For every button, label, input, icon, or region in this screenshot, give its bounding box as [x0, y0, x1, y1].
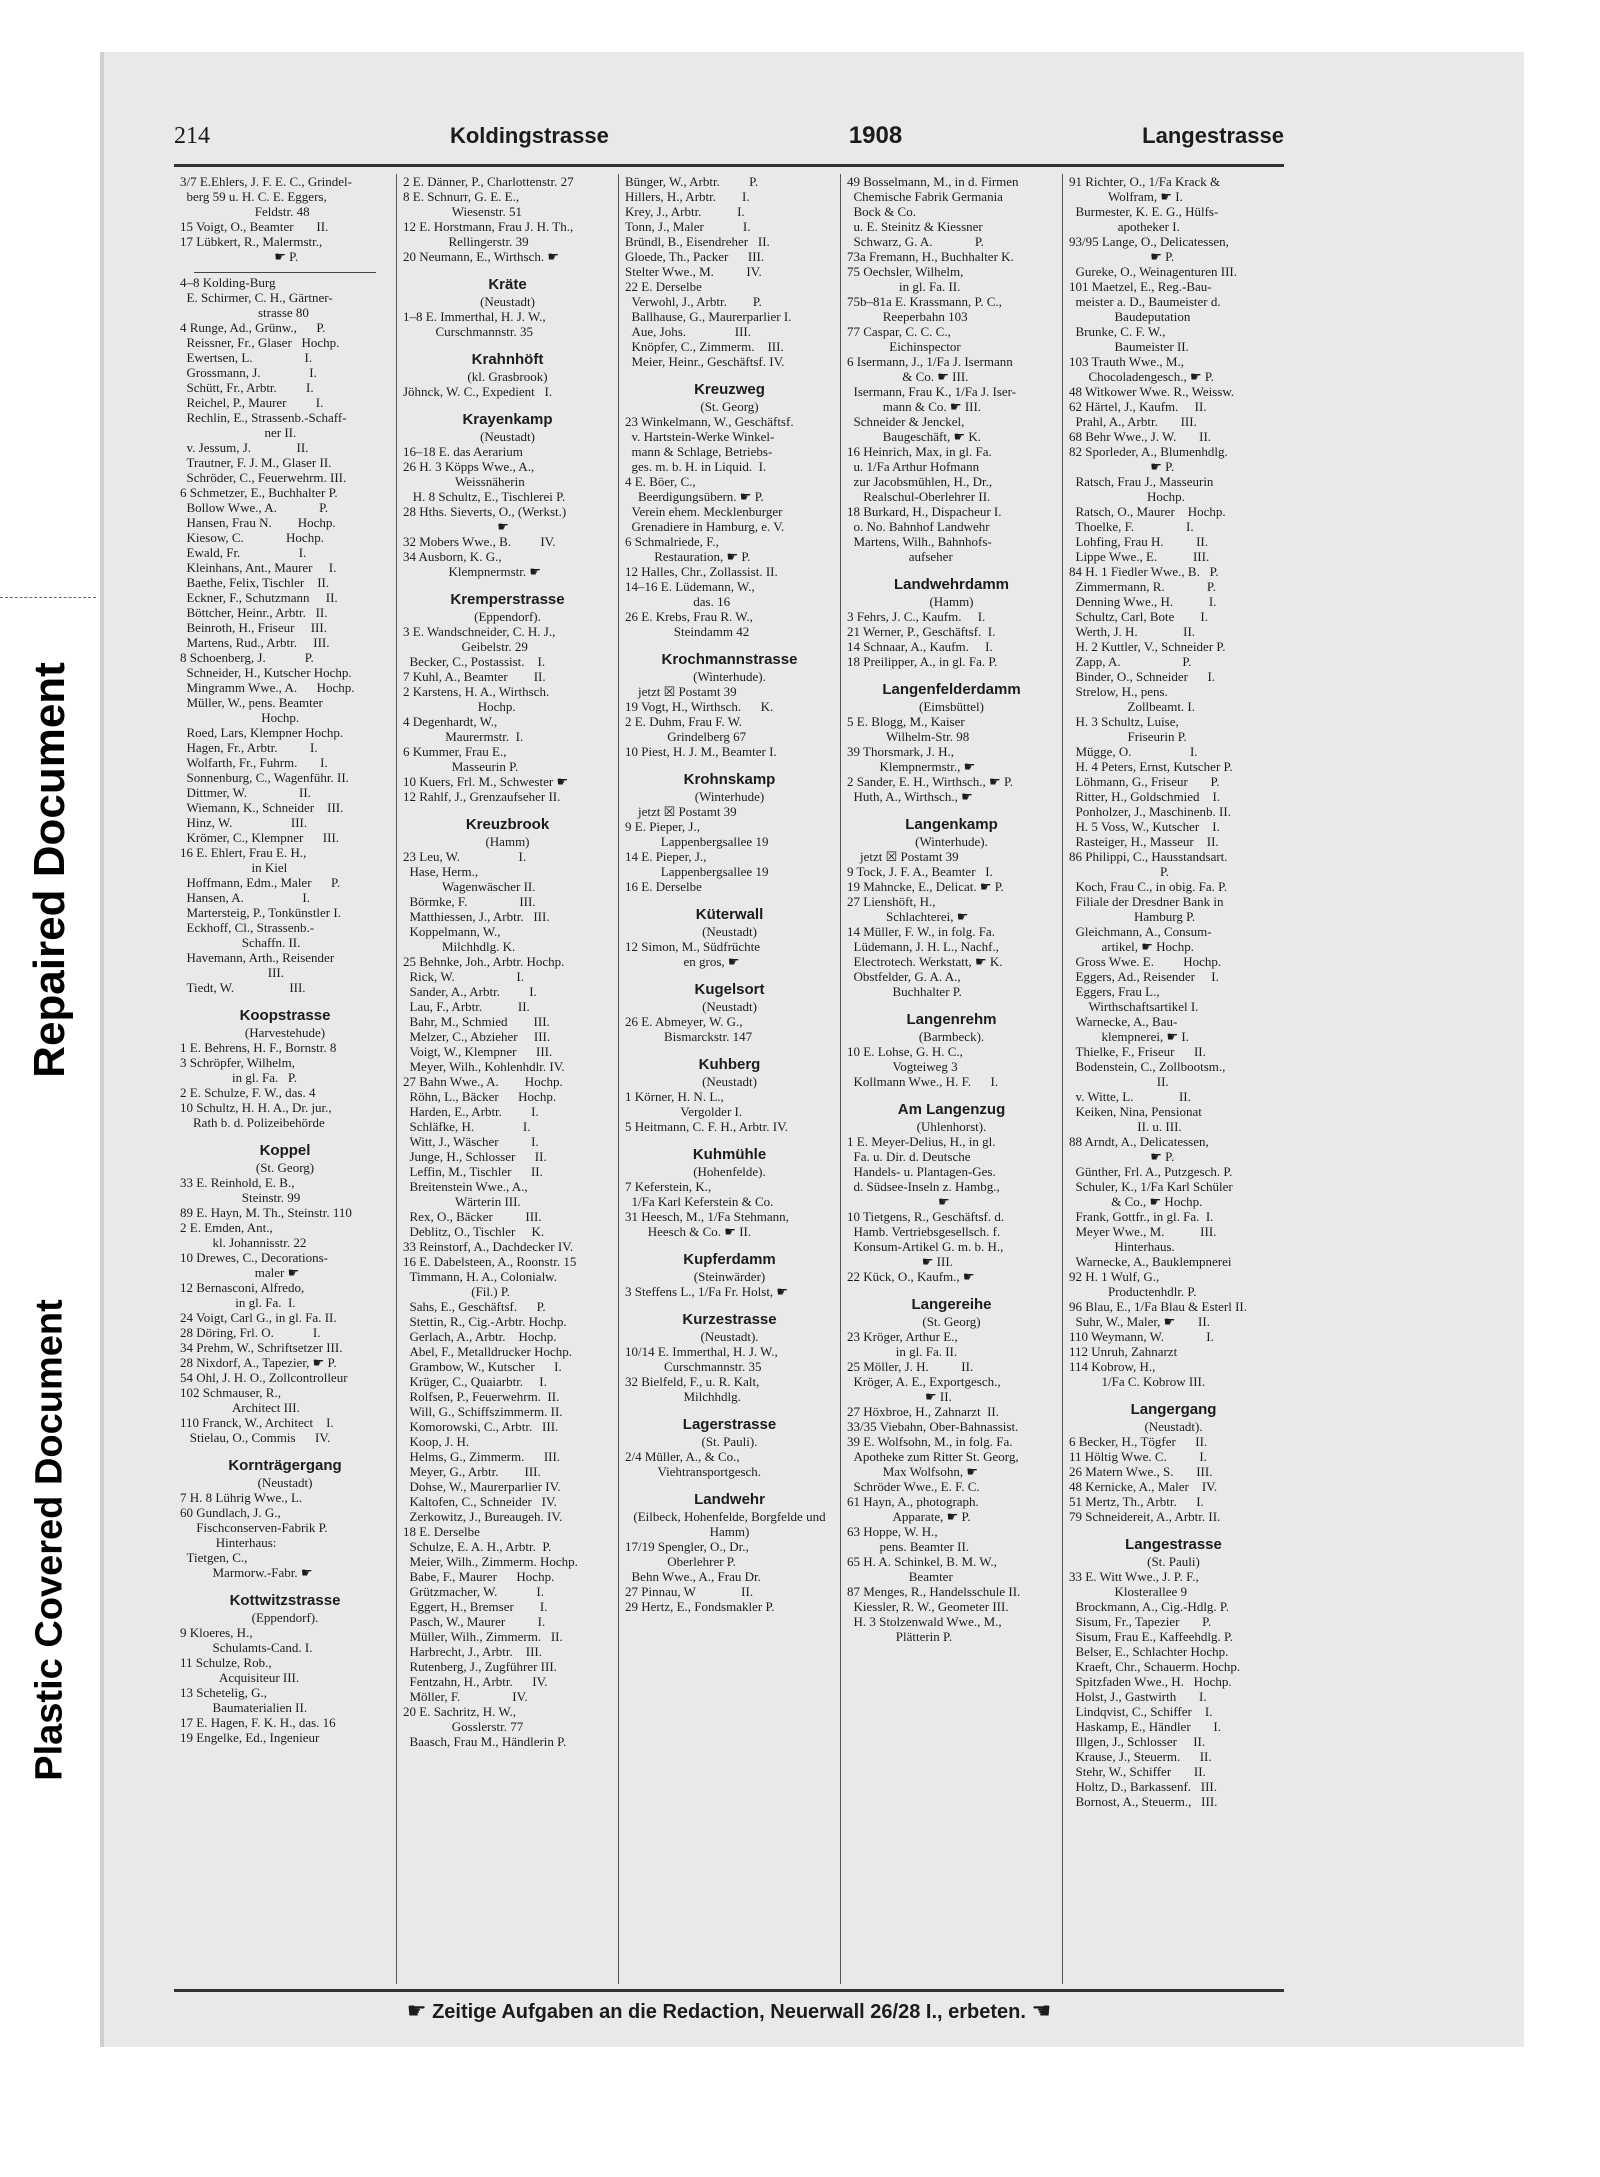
address-entry: 1 E. Meyer-Delius, H., in gl. Fa. u. Dir. d. Deutsche Handels- u. Plantagen-Ges. d. Südsee-Inseln z. Hambg., ☛ [847, 1134, 1000, 1209]
street-heading: Kräte [488, 276, 527, 293]
plastic-covered-document-label: Plastic Covered Document [28, 1299, 71, 1781]
district-label: (St. Georg) [922, 1314, 981, 1329]
address-entry: 23 Leu, W. I. Hase, Herm., Wagenwäscher II. Börmke, F. III. Matthiessen, J., Arbtr. III. Koppelmann, W., Milchhdlg. K. 25 Behnke, Joh., Arbtr. Hochp. Rick, W. I. Sander, A., Arbtr. I. Lau, F., Arbtr. II. Bahr, M., Schmied III. Melzer, C., Abzieher III. Voigt, W., Klempner III. Meyer, Wilh., Kohlenhdlr. IV. 27 Bahn Wwe., A. Hochp. Röhn, L., Bäcker Hochp. Harden, E., Arbtr. I. Schläfke, H. I. Witt, J., Wäscher I. Junge, H., Schlosser II. Leffin, M., Tischler II. Breitenstein Wwe., A., Wärterin III. Rex, O., Bäcker III. Deblitz, O., Tischler K. 33 Reinstorf, A., Dachdecker IV. [403, 849, 574, 1254]
address-entry: 1–8 E. Immerthal, H. J. W., Curschmannstr. 35 [403, 309, 546, 339]
pointing-hand-left-icon: ☛ [406, 1998, 427, 2023]
street-heading: Kremperstrasse [450, 591, 565, 608]
district-label: (kl. Grasbrook) [467, 369, 548, 384]
address-entry: 17/19 Spengler, O., Dr., Oberlehrer P. Behn Wwe., A., Frau Dr. 27 Pinnau, W II. 29 Hertz, E., Fondsmakler P. [625, 1539, 775, 1614]
street-heading: Kurzestrasse [682, 1311, 777, 1328]
repaired-document-label: Repaired Document [25, 662, 74, 1078]
district-label: (Neustadt) [257, 1475, 313, 1490]
street-heading: Küterwall [695, 906, 764, 923]
address-entry: 91 Richter, O., 1/Fa Krack & Wolfram, ☛ I. Burmester, K. E. G., Hülfs- apotheker I. 93/95 Lange, O., Delicatessen, ☛ P. Gureke, O., Weinagenturen III. 101 Maetzel, E., Reg.-Bau- meister a. D., Baumeister d. Baudeputation Brunke, C. F. W., Baumeister II. 103 Trauth Wwe., M., Chocoladengesch., ☛ P. [1069, 174, 1238, 384]
address-entry: 1 Körner, H. N. L., Vergolder I. 5 Heitmann, C. F. H., Arbtr. IV. [625, 1089, 789, 1134]
address-entry: 10/14 E. Immerthal, H. J. W., Curschmannstr. 35 32 Bielfeld, F., u. R. Kalt, Milchhdlg. [625, 1344, 778, 1404]
street-heading: Koppel [259, 1142, 311, 1159]
page-number: 214 [174, 123, 210, 149]
street-heading: Kornträgergang [228, 1457, 342, 1474]
district-label: (Hohenfelde). [693, 1164, 766, 1179]
address-entry: 26 E. Abmeyer, W. G., Bismarckstr. 147 [625, 1014, 753, 1044]
address-entry: 33 E. Witt Wwe., J. P. F., Klosterallee 9 Brockmann, A., Cig.-Hdlg. P. Sisum, Fr., Tapezier P. Sisum, Frau E., Kaffeehdlg. P. Belser, E., Schlachter Hochp. Kraeft, Chr., Schauerm. Hochp. Spitzfaden Wwe., H. Hochp. Holst, J., Gastwirth I. Lindqvist, C., Schiffer I. Haskamp, E., Händler I. Illgen, J., Schlosser II. Krause, J., Steuerm. II. Stehr, W., Schiffer II. Holtz, D., Barkassenf. III. Bornost, A., Steuerm., III. [1069, 1569, 1241, 1809]
column-1 [174, 174, 396, 1984]
address-entry: 49 Bosselmann, M., in d. Firmen Chemische Fabrik Germania Bock & Co. u. E. Steinitz & Kiessner Schwarz, G. A. P. 73a Fremann, H., Buchhalter K. 75 Oechsler, Wilhelm, in gl. Fa. II. 75b–81a E. Krassmann, P. C., Reeperbahn 103 77 Caspar, C. C. C., Eichinspector [847, 174, 1019, 354]
street-heading: Langereihe [911, 1296, 992, 1313]
street-heading: Koopstrasse [239, 1007, 331, 1024]
address-entry: 2 E. Emden, Ant., kl. Johannisstr. 22 10 Drewes, C., Decorations- maler ☛ 12 Bernasconi, Alfredo, in gl. Fa. I. 24 Voigt, Carl G., in gl. Fa. II. 28 Döring, Frl. O. I. 34 Prehm, W., Schriftsetzer III. 28 Nixdorf, A., Tapezier, ☛ P. 54 Ohl, J. H. O., Zollcontrolleur 102 Schmauser, R., Architect III. 110 Franck, W., Architect I. Stielau, O., Commis IV. [180, 1220, 348, 1445]
address-entry: 16 E. Ehlert, Frau E. H., in Kiel Hoffmann, Edm., Maler P. Hansen, A. I. Martersteig, P., Tonkünstler I. Eckhoff, Cl., Strassenb.- Schaffn. II. Havemann, Arth., Reisender III. Tiedt, W. III. [180, 845, 341, 995]
street-heading: Kugelsort [694, 981, 765, 998]
address-entry: 2 E. Schulze, F. W., das. 4 10 Schultz, H. H. A., Dr. jur., Rath b. d. Polizeibehörde [180, 1085, 332, 1130]
district-label: (Eilbeck, Hohenfelde, Borgfelde und Hamm) [633, 1509, 826, 1539]
address-entry: v. Jessum, J. II. Trautner, F. J. M., Glaser II. Schröder, C., Feuerwehrm. III. 6 Schmetzer, E., Buchhalter P. Bollow Wwe., A. P. Hansen, Frau N. Hochp. Kiesow, C. Hochp. Ewald, Fr. I. Kleinhans, Ant., Maurer I. Baethe, Felix, Tischler II. Eckner, F., Schutzmann II. Böttcher, Heinr., Arbtr. II. Beinroth, H., Friseur III. Martens, Rud., Arbtr. III. [180, 440, 347, 650]
district-label: (Eppendorf). [474, 609, 541, 624]
address-entry: 4 Runge, Ad., Grünw., P. Reissner, Fr., Glaser Hochp. Ewertsen, L. I. Grossmann, J. I. Schütt, Fr., Arbtr. I. Reichel, P., Maurer I. Rechlin, E., Strassenb.-Schaff- ner II. [180, 320, 347, 440]
address-entry: jetzt ☒ Postamt 39 9 Tock, J. F. A., Beamter I. 19 Mahncke, E., Delicat. ☛ P. 27 Lienshöft, H., Schlachterei, ☛ [847, 849, 1004, 924]
street-heading: Krochmannstrasse [661, 651, 798, 668]
right-street-heading: Langestrasse [1142, 123, 1284, 148]
column-4 [840, 174, 1062, 1984]
district-label: (Neustadt) [702, 924, 757, 939]
address-entry: 7 Keferstein, K., 1/Fa Karl Keferstein & Co. 31 Heesch, M., 1/Fa Stehmann, Heesch & Co. ☛ II. [625, 1179, 789, 1239]
column-3 [618, 174, 840, 1984]
address-entry: 6 Becker, H., Tögfer II. 11 Höltig Wwe. C. I. 26 Matern Wwe., S. III. 48 Kernicke, A., Maler IV. 51 Mertz, Th., Arbtr. I. 79 Schneidereit, A., Arbtr. II. [1069, 1434, 1221, 1524]
address-entry: 1 E. Behrens, H. F., Bornstr. 8 3 Schröpfer, Wilhelm, in gl. Fa. P. [180, 1040, 337, 1085]
address-entry: 6 Isermann, J., 1/Fa J. Isermann & Co. ☛ III. Isermann, Frau K., 1/Fa J. Iser- mann & Co. ☛ III. Schneider & Jenckel, Baugeschäft, ☛ K. 16 Heinrich, Max, in gl. Fa. u. 1/Fa Arthur Hofmann zur Jacobsmühlen, H., Dr., Realschul-Oberlehrer II. 18 Burkard, H., Dispacheur I. o. No. Bahnhof Landwehr Martens, Wilh., Bahnhofs- aufseher [847, 354, 1017, 564]
side-labels [0, 0, 100, 2177]
street-heading: Kreuzweg [694, 381, 765, 398]
district-label: (St. Georg) [700, 399, 759, 414]
address-entry: 10 Tietgens, R., Geschäftsf. d. Hamb. Vertriebsgesellsch. f. Konsum-Artikel G. m. b. H., ☛ III. 22 Kück, O., Kaufm., ☛ [847, 1209, 1005, 1284]
pointing-hand-right-icon: ☚ [1031, 1998, 1052, 2023]
address-entry: Bünger, W., Arbtr. P. Hillers, H., Arbtr. I. Krey, J., Arbtr. I. Tonn, J., Maler I. Bründl, B., Eisendreher II. Gloede, Th., Packer III. Stelter Wwe., M. IV. 22 E. Derselbe Verwohl, J., Arbtr. P. Ballhause, G., Maurerparlier I. Aue, Johs. III. Knöpfer, C., Zimmerm. III. Meier, Heinr., Geschäftsf. IV. [625, 174, 792, 369]
address-entry: 48 Witkower Wwe. R., Weissw. 62 Härtel, J., Kaufm. II. Prahl, A., Arbtr. III. 68 Behr Wwe., J. W. II. 82 Sporleder, A., Blumenhdlg. ☛ P. Ratsch, Frau J., Masseurin Hochp. Ratsch, O., Maurer Hochp. Thoelke, F. I. Lohfing, Frau H. II. Lippe Wwe., E. III. 84 H. 1 Fiedler Wwe., B. P. Zimmermann, R. P. Denning Wwe., H. I. Schultz, Carl, Bote I. Werth, J. H. II. H. 2 Kuttler, V., Schneider P. Zapp, A. P. Binder, O., Schneider I. Strelow, H., pens. Zollbeamt. I. H. 3 Schultz, Luise, Friseurin P. Mügge, O. I. H. 4 Peters, Ernst, Kutscher P. Löhmann, G., Friseur P. Ritter, H., Goldschmied I. Ponholzer, J., Maschinenb. II. H. 5 Voss, W., Kutscher I. Rasteiger, H., Masseur II. 86 Philippi, C., Hausstandsart. P. Koch, Frau C., in obig. Fa. P. Filiale der Dresdner Bank in Hamburg P. Gleichmann, A., Consum- artikel, ☛ Hochp. Gross Wwe. E. Hochp. Eggers, Ad., Reisender I. Eggers, Frau L., Wirthschaftsartikel I. Warnecke, A., Bau- klempnerei, ☛ I. Thielke, F., Friseur II. Bodenstein, C., Zollbootsm., II. v. Witte, L. II. Keiken, Nina, Pensionat II. u. III. 88 Arndt, A., Delicatessen, ☛ P. Günther, Frl. A., Putzgesch. P. Schuler, K., 1/Fa Karl Schüler & Co., ☛ Hochp. Frank, Gottfr., in gl. Fa. I. Meyer Wwe., M. III. Hinterhaus. Warnecke, A., Bauklempnerei 92 H. 1 Wulf, G., Productenhdlr. P. 96 Blau, E., 1/Fa Blau & Esterl II. Suhr, W., Maler, ☛ II. 110 Weymann, W. I. 112 Unruh, Zahnarzt 114 Kobrow, H., 1/Fa C. Kobrow III. [1069, 384, 1248, 1389]
address-entry: 3/7 E.Ehlers, J. F. E. C., Grindel- berg 59 u. H. C. E. Eggers, Feldstr. 48 [180, 174, 352, 219]
year-heading: 1908 [848, 122, 903, 149]
address-entry: 5 E. Blogg, M., Kaiser Wilhelm-Str. 98 39 Thorsmark, J. H., Klempnermstr., ☛ [847, 714, 976, 774]
footer-text: Zeitige Aufgaben an die Redaction, Neuerwall 26/28 I., erbeten. [432, 2001, 1026, 2023]
address-entry: 7 H. 8 Lührig Wwe., L. 60 Gundlach, J. G., Fischconserven-Fabrik P. Hinterhaus: Tietgen, C., Marmorw.-Fabr. ☛ [180, 1490, 328, 1580]
street-heading: Krahnhöft [471, 351, 544, 368]
address-entry: 23 Winkelmann, W., Geschäftsf. v. Hartstein-Werke Winkel- mann & Schlage, Betriebs- ges. m. b. H. in Liquid. I. [625, 414, 794, 474]
street-heading: Kreuzbrook [465, 816, 550, 833]
district-label: (Winterhude). [693, 669, 766, 684]
address-entry: 14 Schnaar, A., Kaufm. I. 18 Preilipper, A., in gl. Fa. P. [847, 639, 998, 669]
district-label: (Eimsbüttel) [919, 699, 984, 714]
street-heading: Kupferdamm [683, 1251, 776, 1268]
district-label: (St. Georg) [255, 1160, 315, 1175]
column-5 [1062, 174, 1284, 1984]
address-entry: 23 Kröger, Arthur E., in gl. Fa. II. 25 Möller, J. H. II. Kröger, A. E., Exportgesch., ☛ II. 27 Höxbroe, H., Zahnarzt II. 33/35 Viebahn, Ober-Bahnassist. 39 E. Wolfsohn, M., in folg. Fa. Apotheke zum Ritter St. Georg, Max Wolfsohn, ☛ Schröder Wwe., E. F. C. 61 Hayn, A., photograph. Apparate, ☛ P. 63 Hoppe, W. H., pens. Beamter II. 65 H. A. Schinkel, B. M. W., Beamter 87 Menges, R., Handelsschule II. Kiessler, R. W., Geometer III. H. 3 Stolzenwald Wwe., M., Plätterin P. [847, 1329, 1021, 1644]
address-entry: jetzt ☒ Postamt 39 19 Vogt, H., Wirthsch. K. [625, 684, 774, 714]
street-heading: Kuhberg [698, 1056, 761, 1073]
address-entry: 16 E. Dabelsteen, A., Roonstr. 15 Timmann, H. A., Colonialw. (Fil.) P. Sahs, E., Geschäftsf. P. Stettin, R., Cig.-Arbtr. Hochp. Gerlach, A., Arbtr. Hochp. Abel, F., Metalldrucker Hochp. Grambow, W., Kutscher I. Krüger, C., Quaiarbtr. I. Rolfsen, P., Feuerwehrm. II. Will, G., Schiffszimmerm. II. Komorowski, C., Arbtr. III. Koop, J. H. Helms, G., Zimmerm. III. Meyer, G., Arbtr. III. Dohse, W., Maurerparlier IV. Kaltofen, C., Schneider IV. Zerkowitz, J., Bureaugeh. IV. 18 E. Derselbe Schulze, E. A. H., Arbtr. P. Meier, Wilh., Zimmerm. Hochp. Babe, F., Maurer Hochp. Grützmacher, W. I. Eggert, H., Bremser I. Pasch, W., Maurer I. Müller, Wilh., Zimmerm. II. Harbrecht, J., Arbtr. III. Rutenberg, J., Zugführer III. Fentzahn, H., Arbtr. IV. Möller, F. IV. 20 E. Sachritz, H. W., Gosslerstr. 77 Baasch, Frau M., Händlerin P. [403, 1254, 578, 1749]
address-entry: 14 Müller, F. W., in folg. Fa. Lüdemann, J. H. L., Nachf., Electrotech. Werkstatt, ☛ K. Obstfelder, G. A. A., Buchhalter P. [847, 924, 1003, 999]
address-entry: 14 E. Pieper, J., Lappenbergsallee 19 16 E. Derselbe [625, 849, 769, 894]
street-heading: Kuhmühle [692, 1146, 767, 1163]
street-heading: Kottwitzstrasse [229, 1592, 341, 1609]
district-label: (Winterhude) [694, 789, 765, 804]
address-entry: 8 Schoenberg, J. P. Schneider, H., Kutscher Hochp. Mingramm Wwe., A. Hochp. Müller, W., pens. Beamter Hochp. Roed, Lars, Klempner Hochp. Hagen, Fr., Arbtr. I. Wolfarth, Fr., Fuhrm. I. Sonnenburg, C., Wagenführ. II. Dittmer, W. II. Wiemann, K., Schneider III. Hinz, W. III. Krömer, C., Klempner III. [180, 650, 355, 845]
street-heading: Langergang [1130, 1401, 1217, 1418]
address-entry: 16–18 E. das Aerarium 26 H. 3 Köpps Wwe., A., Weissnäherin H. 8 Schultz, E., Tischlerei P. 28 Hths. Sieverts, O., (Werkst.) ☛ 32 Mobers Wwe., B. IV. 34 Ausborn, K. G., Klempnermstr. ☛ [403, 444, 567, 579]
columns [174, 174, 1284, 1984]
district-label: (Neustadt) [480, 429, 535, 444]
address-entry: 15 Voigt, O., Beamter II. [180, 219, 329, 234]
street-heading: Am Langenzug [897, 1101, 1006, 1118]
address-entry: 2 Karstens, H. A., Wirthsch. Hochp. 4 Degenhardt, W., Maurermstr. I. 6 Kummer, Frau E., Masseurin P. 10 Kuers, Frl. M., Schwester ☛ 12 Rahlf, J., Grenzaufseher II. [403, 684, 569, 804]
district-label: (Steinwärder) [693, 1269, 766, 1284]
directory-page [100, 52, 1524, 2047]
district-label: (St. Pauli). [701, 1434, 758, 1449]
address-entry: 2/4 Müller, A., & Co., Viehtransportgesch. [625, 1449, 762, 1479]
left-street-heading: Koldingstrasse [449, 123, 609, 148]
header-rule [174, 164, 1284, 167]
address-entry: Jöhnck, W. C., Expedient I. [403, 384, 553, 399]
address-entry: 33 E. Reinhold, E. B., Steinstr. 99 89 E. Hayn, M. Th., Steinstr. 110 [180, 1175, 352, 1220]
district-label: (Winterhude). [915, 834, 988, 849]
address-entry: 12 Simon, M., Südfrüchte en gros, ☛ [625, 939, 761, 969]
address-entry: 2 E. Dänner, P., Charlottenstr. 27 8 E. Schnurr, G. E. E., Wiesenstr. 51 12 E. Horstmann, Frau J. H. Th., Rellingerstr. 39 20 Neumann, E., Wirthsch. ☛ [403, 174, 574, 264]
address-entry: 2 E. Duhm, Frau F. W. Grindelberg 67 10 Piest, H. J. M., Beamter I. [625, 714, 777, 759]
district-label: (St. Pauli) [1147, 1554, 1200, 1569]
street-heading: Langenrehm [906, 1011, 997, 1028]
address-entry: 9 Kloeres, H., Schulamts-Cand. I. 11 Schulze, Rob., Acquisiteur III. 13 Schetelig, G., Baumaterialien II. 17 E. Hagen, F. K. H., das. 16 19 Engelke, Ed., Ingenieur [180, 1625, 336, 1745]
footer-notice [174, 1998, 1284, 2024]
district-label: (Harvestehude) [244, 1025, 326, 1040]
address-entry: 4–8 Kolding-Burg [180, 275, 276, 290]
district-label: (Neustadt). [700, 1329, 759, 1344]
address-entry: 26 E. Krebs, Frau R. W., Steindamm 42 [625, 609, 753, 639]
street-heading: Langenfelderdamm [882, 681, 1021, 698]
address-entry: jetzt ☒ Postamt 39 9 E. Pieper, J., Lappenbergsallee 19 [625, 804, 769, 849]
divider-dashed [0, 597, 96, 598]
street-heading: Krayenkamp [462, 411, 553, 428]
street-heading: Langenkamp [905, 816, 998, 833]
column-2 [396, 174, 618, 1984]
section-divider [194, 272, 376, 273]
district-label: (Neustadt) [702, 999, 757, 1014]
address-entry: 10 E. Lohse, G. H. C., Vogteiweg 3 Kollmann Wwe., H. F. I. [847, 1044, 999, 1089]
address-entry: 3 E. Wandschneider, C. H. J., Geibelstr. 29 Becker, C., Postassist. I. 7 Kuhl, A., Beamter II. [403, 624, 556, 684]
address-entry: 3 Steffens L., 1/Fa Fr. Holst, ☛ [625, 1284, 789, 1299]
address-entry: 4 E. Böer, C., Beerdigungsübern. ☛ P. Verein ehem. Mecklenburger Grenadiere in Hamburg, e. V. 6 Schmalriede, F., Restauration, ☛ P. 12 Halles, Chr., Zollassist. II. 14–16 E. Lüdemann, W., das. 16 [625, 474, 785, 609]
street-heading: Landwehr [694, 1491, 765, 1508]
district-label: (Uhlenhorst). [916, 1119, 987, 1134]
district-label: (Eppendorf). [251, 1610, 319, 1625]
address-entry: 2 Sander, E. H., Wirthsch., ☛ P. Huth, A., Wirthsch., ☛ [847, 774, 1013, 804]
district-label: (Neustadt). [1144, 1419, 1203, 1434]
district-label: (Hamm) [929, 594, 974, 609]
district-label: (Neustadt) [480, 294, 535, 309]
footer-rule [174, 1989, 1284, 1992]
address-entry: 3 Fehrs, J. C., Kaufm. I. 21 Werner, P., Geschäftsf. I. [847, 609, 996, 639]
street-heading: Landwehrdamm [893, 576, 1010, 593]
district-label: (Barmbeck). [918, 1029, 985, 1044]
street-heading: Lagerstrasse [682, 1416, 777, 1433]
district-label: (Neustadt) [702, 1074, 757, 1089]
street-heading: Krohnskamp [683, 771, 776, 788]
address-entry: 17 Lübkert, R., Malermstr., ☛ P. [180, 234, 323, 264]
page-header [174, 122, 1284, 162]
district-label: (Hamm) [485, 834, 530, 849]
street-heading: Langestrasse [1125, 1536, 1222, 1553]
address-entry: E. Schirmer, C. H., Gärtner- strasse 80 [186, 290, 333, 320]
